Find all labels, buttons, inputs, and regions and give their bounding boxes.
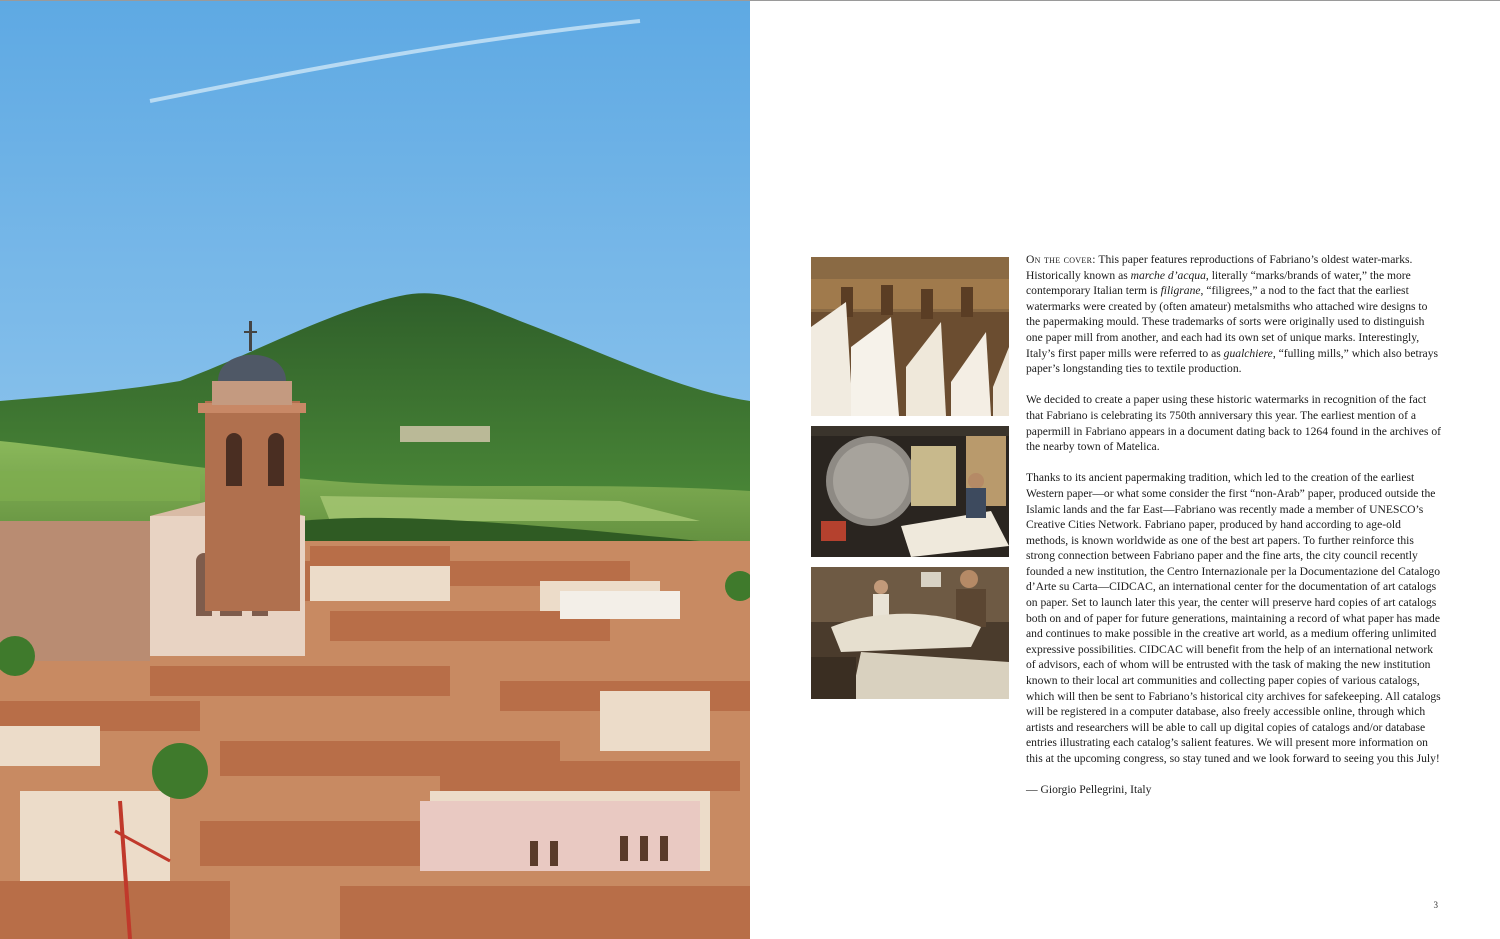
papermill-machinery-photo	[811, 426, 1009, 557]
author-signature: — Giorgio Pellegrini, Italy	[1026, 783, 1152, 797]
paragraph-cover-text-d: , “fulling mills,” which also betrays paper’s longstanding ties to textile production.	[1026, 346, 1439, 376]
page-number: 3	[1433, 900, 1438, 910]
paragraph-cover-text-b: , literally “marks/brands of water,” the more contemporary Italian term is	[1026, 268, 1411, 298]
papermaker-workshop-photo	[811, 567, 1009, 699]
papermaking-felts-photo-icon	[811, 257, 1009, 416]
papermill-machinery-photo-icon	[811, 426, 1009, 557]
term-gualchiere: gualchiere	[1223, 346, 1273, 360]
cover-label: On the cover:	[1026, 253, 1096, 266]
papermaker-workshop-photo-icon	[811, 567, 1009, 699]
town-landscape-photo	[0, 1, 750, 939]
right-page	[750, 1, 1500, 939]
paragraph-cover-text-c: , “filigrees,” a nod to the fact that the earliest watermarks were created by (often amateur) metalsmiths who attached wire designs to the papermaking mould. These trademarks of sorts were originally used to distinguish one paper mill from another, and each had its own set of unique marks. Interestingly, Italy’s first paper mills were referred to as	[1026, 284, 1428, 360]
paragraph-cover-text-a: This paper features reproductions of Fabriano’s oldest water-marks. Historically known as	[1026, 253, 1413, 282]
paragraph-anniversary: We decided to create a paper using these historic watermarks in recognition of the fact that Fabriano is celebrating its 750th anniversary this year. The earliest mention of a papermill in Fabriano appears in a document dating back to 1264 found in the archives of the nearby town of Matelica.	[1026, 393, 1442, 454]
thumbnail-column	[811, 257, 1009, 709]
landscape-photo-icon	[0, 1, 750, 939]
paragraph-cidcac: Thanks to its ancient papermaking tradition, which led to the creation of the earliest Western paper—or what some consider the first “non-Arab” paper, produced outside the Islamic lands and the far East—Fabriano was recently made a member of UNESCO’s Creative Cities Network. Fabriano paper, produced by hand according to age-old methods, is known worldwide as one of the best art papers. To further reinforce this strong connection between Fabriano paper and the fine arts, the city council recently founded a new institution, the Centro Internazionale per la Documentazione del Catalogo d’Arte su Carta—CIDCAC, an international center for the documentation of art catalogs on paper. Set to launch later this year, the center will preserve hard copies of art catalogs both on and of paper for future generations, maintaining a record of what paper has made and continues to make possible in the creative art world, as a medium offering unlimited expressive possibilities. CIDCAC will benefit from the help of an international network of advisors, each of whom will be entrusted with the task of making the new institution known to their local art communities and collecting paper copies of various catalogs, which will then be sent to Fabriano’s historical city archives for safekeeping. All catalogs will be registered in a computer database, also freely accessible online, through which artists and researchers will be able to call up digital copies of catalogs and/or database entries illustrating each catalog’s salient features. We will present more information on this at the upcoming congress, so stay tuned and we look forward to seeing you this July!	[1026, 471, 1441, 765]
term-filigrane: filigrane	[1160, 284, 1201, 298]
term-marche-dacqua: marche d’acqua	[1130, 268, 1206, 282]
papermaking-felts-photo	[811, 257, 1009, 416]
article-text	[1026, 252, 1444, 813]
paragraph-cover	[1026, 252, 1444, 377]
